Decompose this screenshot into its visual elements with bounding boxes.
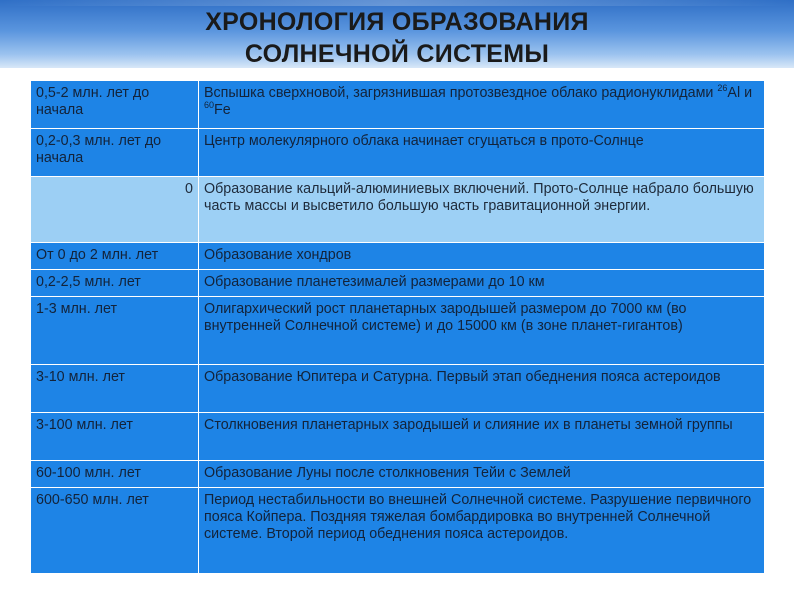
- table-row: [31, 365, 765, 413]
- table-row: [31, 177, 765, 243]
- chronology-table: [30, 80, 765, 574]
- time-cell: 600-650 млн. лет: [31, 488, 199, 574]
- table-row: [31, 81, 765, 129]
- time-cell: 1-3 млн. лет: [31, 297, 199, 365]
- table-row: [31, 297, 765, 365]
- table-row: [31, 129, 765, 177]
- time-cell: 0,2-0,3 млн. лет до начала: [31, 129, 199, 177]
- time-cell: 3-100 млн. лет: [31, 413, 199, 461]
- table-row: [31, 488, 765, 574]
- table-row: [31, 461, 765, 488]
- time-cell: 0,5-2 млн. лет до начала: [31, 81, 199, 129]
- table-row: [31, 413, 765, 461]
- event-cell: Столкновения планетарных зародышей и слияние их в планеты земной группы: [199, 413, 765, 461]
- slide-title: [0, 6, 794, 70]
- table-row: [31, 243, 765, 270]
- event-cell: Период нестабильности во внешней Солнечной системе. Разрушение первичного пояса Койпера. Поздняя тяжелая бомбардировка во внутренней Солнечной системе. Второй период обеднения пояса астероидов.: [199, 488, 765, 574]
- time-cell: 0,2-2,5 млн. лет: [31, 270, 199, 297]
- event-cell: Образование Юпитера и Сатурна. Первый этап обеднения пояса астероидов: [199, 365, 765, 413]
- isotope-mass: 26: [717, 83, 728, 94]
- event-cell: Образование кальций-алюминиевых включений. Прото-Солнце набрало большую часть массы и высветило большую часть гравитационной энергии.: [199, 177, 765, 243]
- element-symbol: Al и: [727, 85, 753, 101]
- chronology-table-container: [30, 80, 764, 574]
- event-text: Вспышка сверхновой, загрязнившая протозвездное облако радионуклидами: [204, 85, 718, 101]
- time-cell: От 0 до 2 млн. лет: [31, 243, 199, 270]
- event-cell: Образование хондров: [199, 243, 765, 270]
- time-cell: 3-10 млн. лет: [31, 365, 199, 413]
- time-cell: 60-100 млн. лет: [31, 461, 199, 488]
- event-cell: [199, 81, 765, 129]
- isotope-mass: 60: [204, 100, 215, 111]
- element-symbol: Fe: [214, 102, 231, 118]
- title-line-2: СОЛНЕЧНОЙ СИСТЕМЫ: [244, 40, 550, 68]
- event-cell: Образование планетезималей размерами до 10 км: [199, 270, 765, 297]
- title-line-1: ХРОНОЛОГИЯ ОБРАЗОВАНИЯ: [205, 8, 589, 36]
- event-cell: Образование Луны после столкновения Тейи с Землей: [199, 461, 765, 488]
- event-cell: Олигархический рост планетарных зародышей размером до 7000 км (во внутренней Солнечной системе) и до 15000 км (в зоне планет-гигантов): [199, 297, 765, 365]
- event-cell: Центр молекулярного облака начинает сгущаться в прото-Солнце: [199, 129, 765, 177]
- table-row: [31, 270, 765, 297]
- time-cell: 0: [31, 177, 199, 243]
